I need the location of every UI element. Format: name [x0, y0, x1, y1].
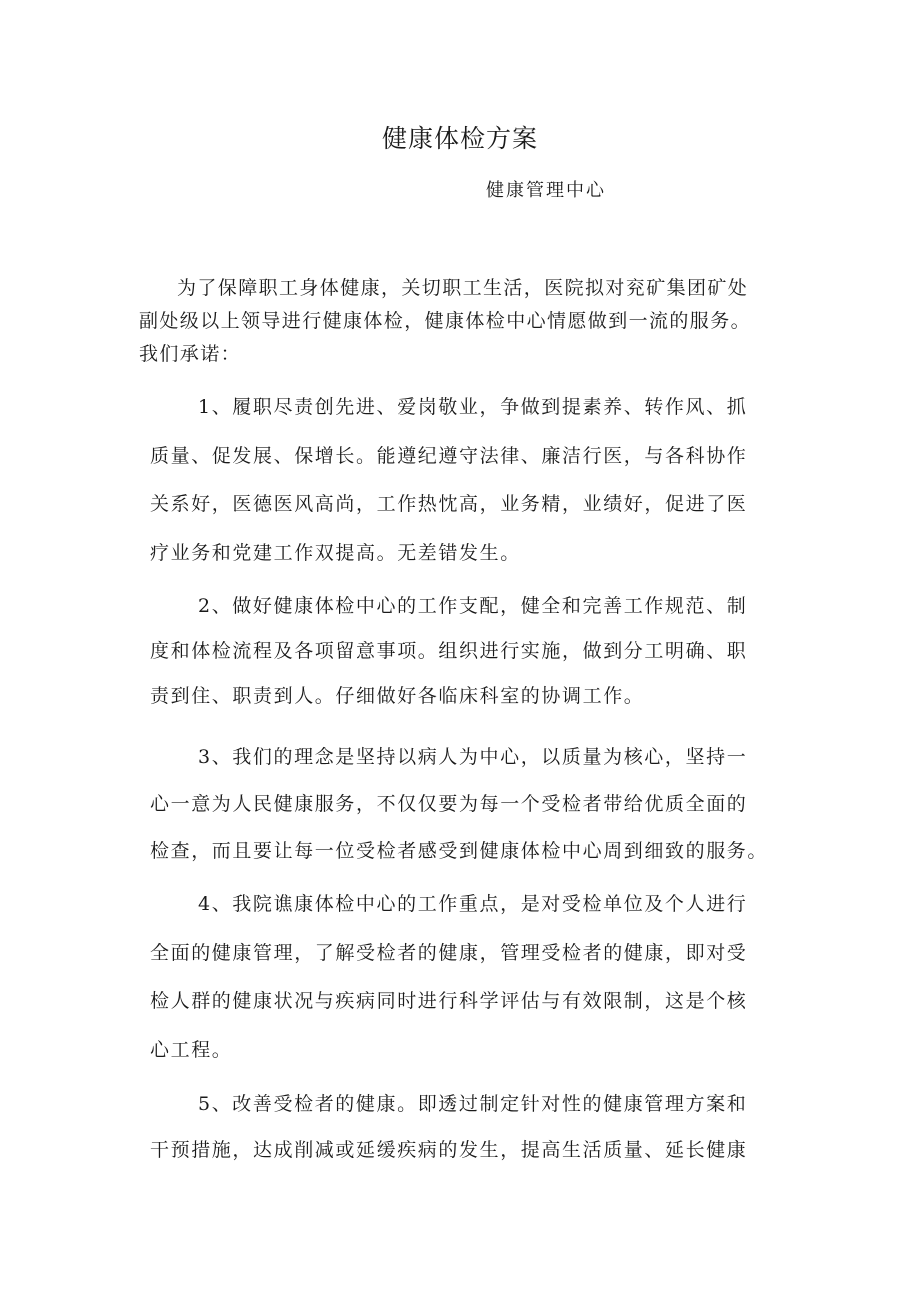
- document-subtitle: 健康管理中心: [486, 180, 606, 201]
- paragraph-line: 4、我院谯康体检中心的工作重点，是对受检单位及个人进行: [198, 893, 748, 915]
- paragraph-line: 疗业务和党建工作双提高。无差错发生。: [150, 541, 521, 564]
- intro-line: 为了保障职工身体健康，关切职工生活，医院拟对兖矿集团矿处: [177, 277, 749, 299]
- commitment-item-2: [150, 584, 810, 719]
- paragraph-line: 5、改善受检者的健康。即透过制定针对性的健康管理方案和: [198, 1093, 748, 1115]
- document-title: 健康体检方案: [381, 124, 538, 153]
- paragraph-line: 3、我们的理念是坚持以病人为中心，以质量为核心，坚持一: [198, 746, 748, 768]
- paragraph-line: 干预措施，达成削减或延缓疾病的发生，提高生活质量、延长健康: [150, 1139, 748, 1161]
- paragraph-line: 责到住、职责到人。仔细做好各临床科室的协调工作。: [150, 685, 645, 707]
- paragraph-line: 检人群的健康状况与疾病同时进行科学评估与有效限制，这是个核: [150, 990, 748, 1012]
- paragraph-line: 检查，而且要让每一位受检者感受到健康体检中心周到细致的服务。: [150, 840, 769, 862]
- intro-line: 我们承诺：: [139, 343, 242, 365]
- paragraph-line: 质量、促发展、保增长。能遵纪遵守法律、廉洁行医，与各科协作: [150, 444, 748, 467]
- commitment-item-5: [150, 1081, 810, 1173]
- commitment-item-1: [150, 383, 810, 577]
- paragraph-line: 全面的健康管理，了解受检者的健康，管理受检者的健康，即对受: [150, 941, 748, 964]
- intro-paragraph: [139, 272, 799, 371]
- paragraph-line: 2、做好健康体检中心的工作支配，健全和完善工作规范、制: [198, 595, 748, 617]
- paragraph-line: 心工程。: [150, 1038, 233, 1061]
- paragraph-line: 关系好，医德医风高尚，工作热忱高，业务精，业绩好，促进了医: [150, 493, 748, 515]
- intro-line: 副处级以上领导进行健康体检，健康体检中心情愿做到一流的服务。: [139, 310, 752, 332]
- paragraph-line: 度和体检流程及各项留意事项。组织进行实施，做到分工明确、职: [150, 640, 748, 662]
- commitment-item-3: [150, 734, 810, 875]
- commitment-item-4: [150, 880, 810, 1074]
- paragraph-line: 1、履职尽责创先进、爱岗敬业，争做到提素养、转作风、抓: [198, 396, 748, 418]
- paragraph-line: 心一意为人民健康服务，不仅仅要为每一个受检者带给优质全面的: [150, 793, 748, 815]
